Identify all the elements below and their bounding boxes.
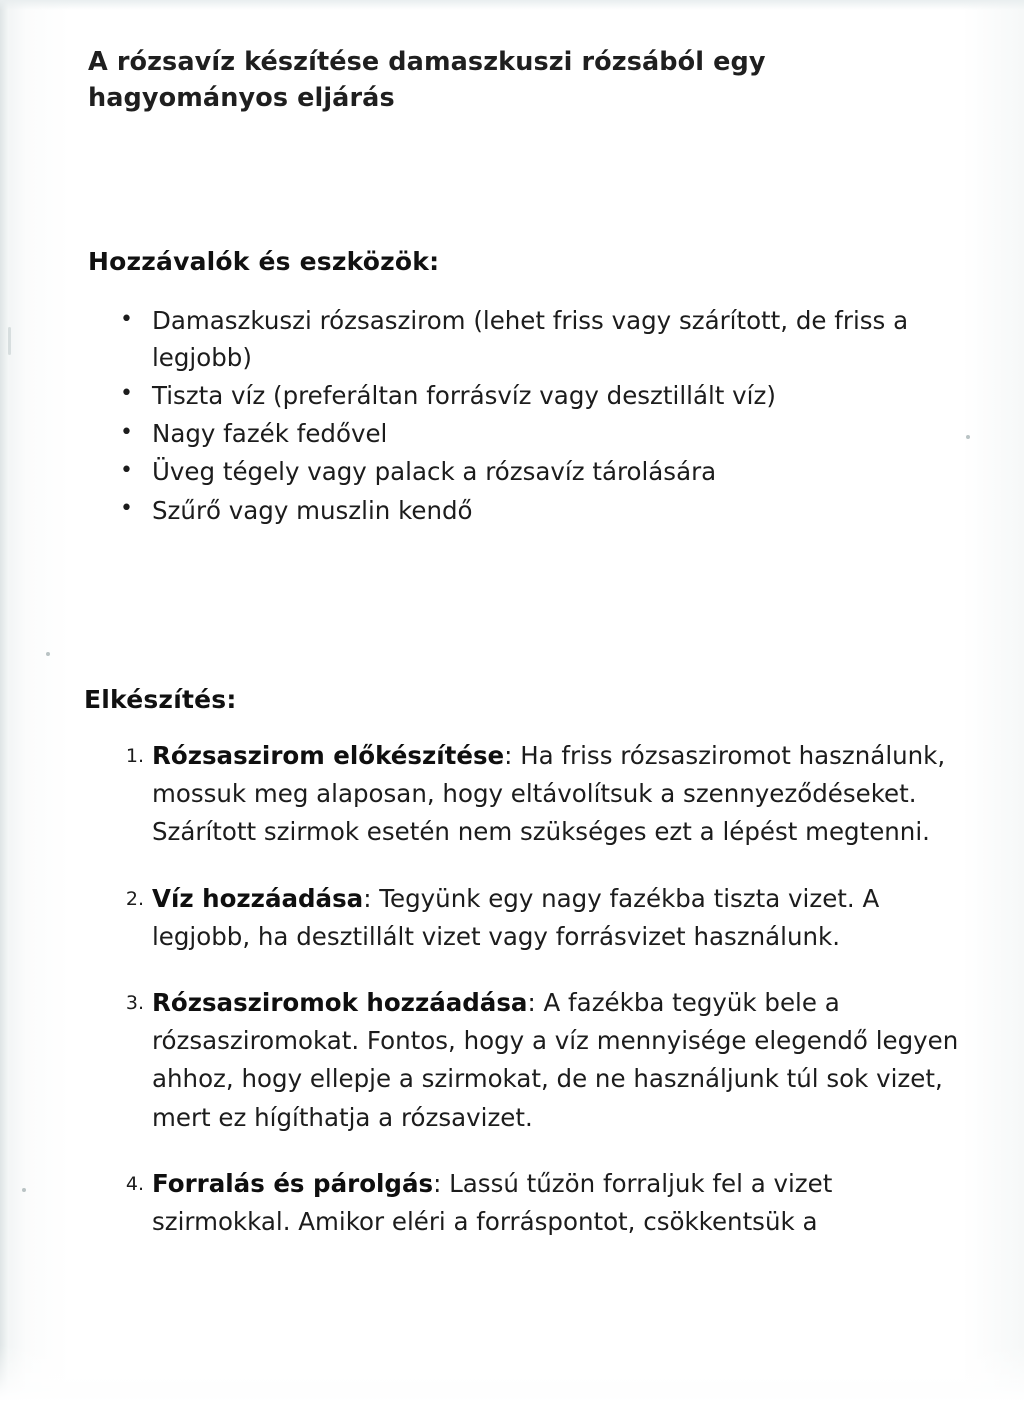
step-number: 1.	[125, 745, 144, 768]
bullet-icon: •	[120, 419, 133, 445]
step-title: Víz hozzáadása	[152, 883, 364, 913]
step-title: Rózsaszirom előkészítése	[152, 740, 505, 770]
step-title: Rózsasziromok hozzáadása	[152, 988, 528, 1017]
bullet-icon: •	[120, 306, 133, 332]
page-top-edge-shadow	[0, 0, 1024, 10]
scan-speck	[22, 1188, 26, 1192]
list-item	[114, 737, 960, 852]
list-item	[114, 1165, 960, 1241]
step-number: 3.	[125, 992, 144, 1015]
list-item	[114, 454, 960, 490]
page-left-edge-shadow	[0, 0, 14, 1409]
step-number: 2.	[125, 887, 144, 910]
ingredients-heading: Hozzávalók és eszközök:	[88, 247, 440, 277]
list-item	[114, 303, 960, 376]
list-item-label: Tiszta víz (preferáltan forrásvíz vagy desztillált víz)	[152, 380, 776, 410]
bullet-icon: •	[120, 381, 133, 407]
scan-speck	[46, 652, 50, 656]
steps-list	[88, 737, 960, 1241]
page-bottom-edge-shadow	[0, 1379, 1024, 1409]
step-body: : Tegyünk egy nagy fazékba tiszta vizet. A legjobb, ha desztillált vizet vagy forrásvizet használunk.	[152, 883, 880, 951]
step-body: : Lassú tűzön forraljuk fel a vizet szirmokkal. Amikor eléri a forráspontot, csökkentsük a	[152, 1168, 833, 1237]
list-item	[114, 416, 960, 452]
page-title: A rózsavíz készítése damaszkuszi rózsából egy hagyományos eljárás	[88, 47, 766, 114]
step-number: 4.	[125, 1173, 144, 1196]
list-item-label: Üveg tégely vagy palack a rózsavíz tárolására	[152, 457, 717, 487]
bullet-icon: •	[120, 457, 133, 483]
list-item-label: Damaszkuszi rózsaszirom (lehet friss vagy szárított, de friss a legjobb)	[152, 306, 909, 372]
steps-heading: Elkészítés:	[84, 684, 237, 714]
scan-speck	[966, 435, 970, 439]
list-item	[114, 984, 960, 1137]
list-item-label: Nagy fazék fedővel	[152, 419, 388, 449]
scan-speck	[8, 327, 11, 355]
page-cutoff-fade	[0, 1345, 1024, 1409]
list-item-label: Szűrő vagy muszlin kendő	[152, 495, 473, 525]
document-content	[84, 44, 960, 1269]
bullet-icon: •	[120, 496, 133, 522]
ingredients-list	[88, 303, 960, 529]
list-item	[114, 880, 960, 956]
step-body: : A fazékba tegyük bele a rózsasziromokat. Fontos, hogy a víz mennyisége elegendő legyen ahhoz, hogy ellepje a szirmokat, de ne használjunk túl sok vizet, mert ez hígíthatja a rózsavizet.	[152, 988, 959, 1132]
list-item	[114, 493, 960, 529]
step-title: Forralás és párolgás	[152, 1168, 434, 1198]
list-item	[114, 378, 960, 414]
step-body: : Ha friss rózsasziromot használunk, mossuk meg alaposan, hogy eltávolítsuk a szennyeződéseket. Szárított szirmok esetén nem szükséges ezt a lépést megtenni.	[152, 740, 946, 847]
